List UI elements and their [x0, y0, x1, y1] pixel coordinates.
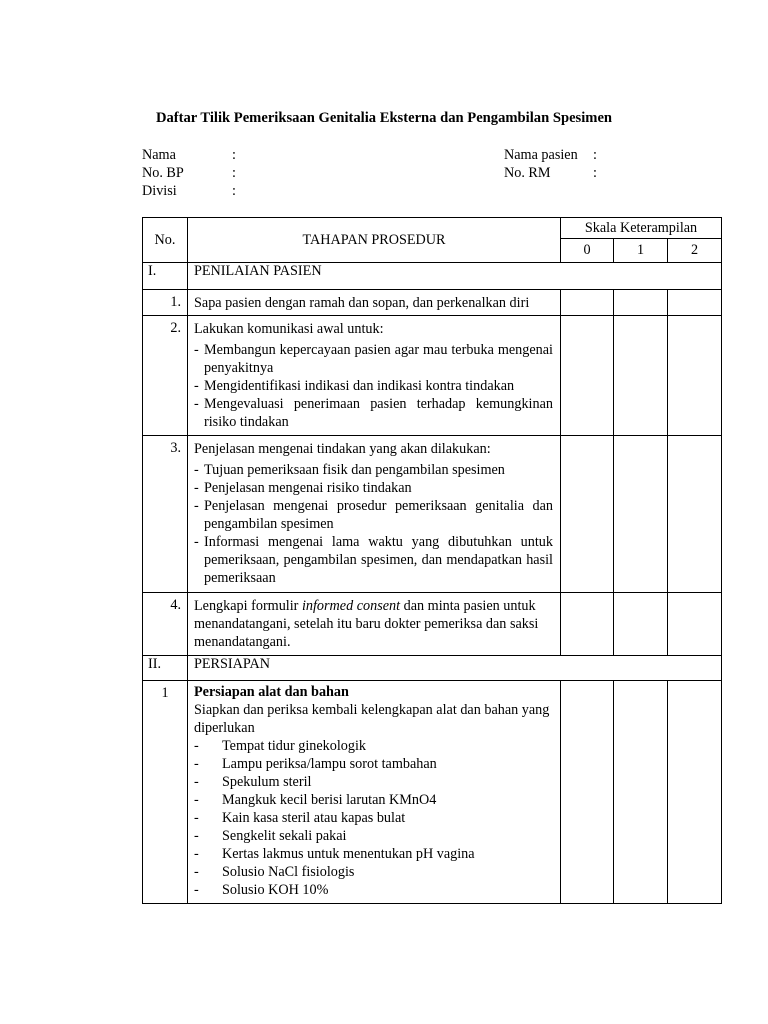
item-number: 1 [143, 681, 188, 904]
item-text: Sapa pasien dengan ramah dan sopan, dan perkenalkan diri [188, 290, 561, 316]
score-cell-2[interactable] [668, 290, 722, 316]
item-cell [188, 681, 561, 904]
checklist-table [142, 217, 722, 904]
item-number: 1. [143, 290, 188, 316]
scale-1: 1 [614, 239, 668, 263]
field-label: Divisi [142, 183, 177, 199]
list-item: - Solusio KOH 10% [194, 881, 553, 899]
table-row [143, 593, 722, 656]
section-title: PERSIAPAN [188, 656, 722, 681]
header-left [142, 146, 236, 200]
list-item: - Penjelasan mengenai prosedur pemeriksaan genitalia dan pengambilan spesimen [194, 497, 553, 533]
field-divisi [142, 182, 236, 200]
score-cell-2[interactable] [668, 593, 722, 656]
item-text: Penjelasan mengenai tindakan yang akan dilakukan: [194, 441, 491, 457]
score-cell-1[interactable] [614, 593, 668, 656]
score-cell-0[interactable] [561, 290, 614, 316]
field-colon: : [593, 147, 597, 163]
list-item: - Kertas lakmus untuk menentukan pH vagina [194, 845, 553, 863]
field-label: No. BP [142, 165, 184, 181]
scale-2: 2 [668, 239, 722, 263]
item-text-pre: Lengkapi formulir [194, 598, 302, 614]
table-header-row [143, 218, 722, 239]
table-row [143, 681, 722, 904]
document-title: Daftar Tilik Pemeriksaan Genitalia Eksterna dan Pengambilan Spesimen [155, 110, 613, 126]
field-nama-pasien [504, 146, 597, 164]
section-number: I. [143, 263, 188, 290]
col-header-procedure: TAHAPAN PROSEDUR [188, 218, 561, 263]
table-row [143, 316, 722, 436]
list-item: - Kain kasa steril atau kapas bulat [194, 809, 553, 827]
table-row [143, 436, 722, 593]
field-label: No. RM [504, 165, 551, 181]
item-bullets [194, 737, 553, 899]
score-cell-1[interactable] [614, 290, 668, 316]
field-no-bp [142, 164, 236, 182]
field-colon: : [232, 183, 236, 199]
item-bullets [194, 461, 553, 587]
field-label: Nama pasien [504, 147, 578, 163]
item-number: 3. [143, 436, 188, 593]
item-cell [188, 593, 561, 656]
list-item: - Tempat tidur ginekologik [194, 737, 553, 755]
item-heading: Persiapan alat dan bahan [194, 684, 349, 700]
score-cell-2[interactable] [668, 436, 722, 593]
list-item: - Lampu periksa/lampu sorot tambahan [194, 755, 553, 773]
score-cell-1[interactable] [614, 436, 668, 593]
score-cell-0[interactable] [561, 681, 614, 904]
section-row-penilaian [143, 263, 722, 290]
informed-consent-term: informed consent [301, 598, 401, 614]
scale-0: 0 [561, 239, 614, 263]
item-text [194, 597, 553, 651]
score-cell-0[interactable] [561, 593, 614, 656]
list-item: - Membangun kepercayaan pasien agar mau terbuka mengenai penyakitnya [194, 341, 553, 377]
list-item: - Penjelasan mengenai risiko tindakan [194, 479, 553, 497]
item-number: 2. [143, 316, 188, 436]
list-item: - Mengevaluasi penerimaan pasien terhadap kemungkinan risiko tindakan [194, 395, 553, 431]
section-row-persiapan [143, 656, 722, 681]
score-cell-2[interactable] [668, 316, 722, 436]
item-cell [188, 316, 561, 436]
section-number: II. [143, 656, 188, 681]
score-cell-1[interactable] [614, 316, 668, 436]
list-item: - Tujuan pemeriksaan fisik dan pengambilan spesimen [194, 461, 553, 479]
score-cell-0[interactable] [561, 436, 614, 593]
list-item: - Mengidentifikasi indikasi dan indikasi kontra tindakan [194, 377, 553, 395]
list-item: - Sengkelit sekali pakai [194, 827, 553, 845]
section-title: PENILAIAN PASIEN [188, 263, 722, 290]
table-row [143, 290, 722, 316]
score-cell-0[interactable] [561, 316, 614, 436]
item-cell [188, 436, 561, 593]
field-nama [142, 146, 236, 164]
item-text: Siapkan dan periksa kembali kelengkapan alat dan bahan yang diperlukan [194, 702, 550, 736]
field-colon: : [232, 165, 236, 181]
field-colon: : [593, 165, 597, 181]
col-header-scale: Skala Keterampilan [561, 218, 722, 239]
score-cell-2[interactable] [668, 681, 722, 904]
field-no-rm [504, 164, 597, 182]
list-item: - Informasi mengenai lama waktu yang dibutuhkan untuk pemeriksaan, pengambilan spesimen, dan mendapatkan hasil pemeriksaan [194, 533, 553, 587]
list-item: - Spekulum steril [194, 773, 553, 791]
item-text-post: dan minta pasien untuk menandatangani, setelah itu baru dokter pemeriksa dan saksi menandatangani. [194, 598, 539, 650]
score-cell-1[interactable] [614, 681, 668, 904]
list-item: - Solusio NaCl fisiologis [194, 863, 553, 881]
item-number: 4. [143, 593, 188, 656]
item-text: Lakukan komunikasi awal untuk: [194, 321, 384, 337]
header-right [504, 146, 597, 182]
item-bullets [194, 341, 553, 431]
col-header-no: No. [143, 218, 188, 263]
field-colon: : [232, 147, 236, 163]
field-label: Nama [142, 147, 176, 163]
list-item: - Mangkuk kecil berisi larutan KMnO4 [194, 791, 553, 809]
